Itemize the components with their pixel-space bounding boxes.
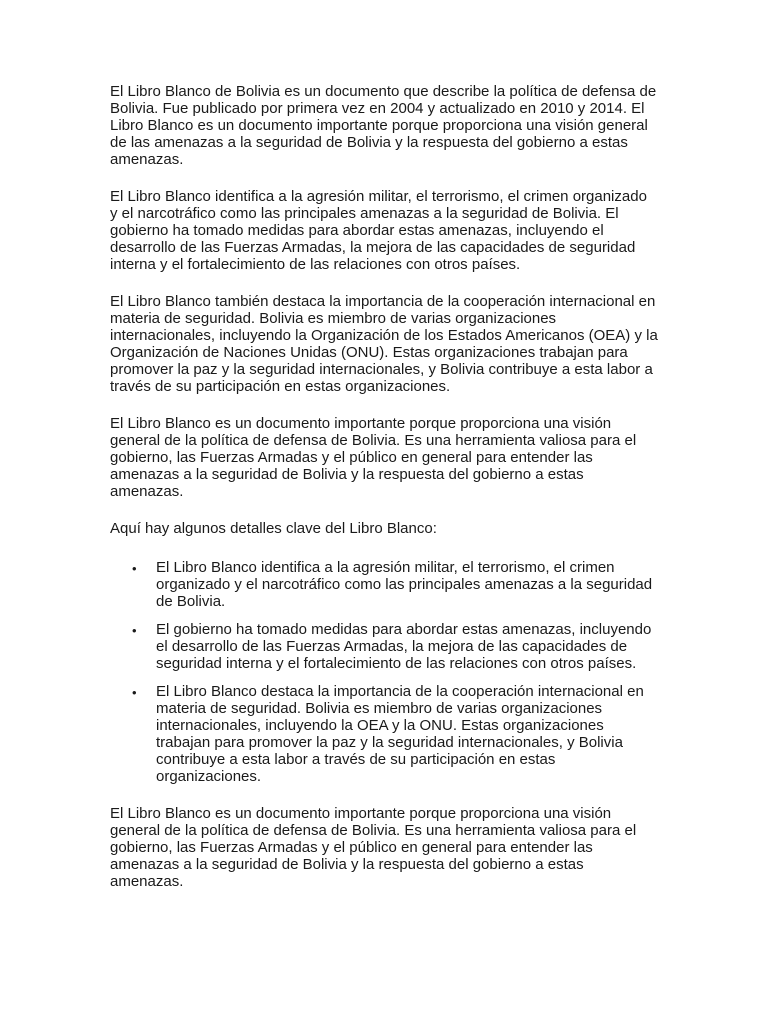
list-item-text: El Libro Blanco destaca la importancia de la cooperación internacional en materia de seguridad. Bolivia es miembro de varias organizaciones internacionales, incluyendo la OEA y la ONU. Estas organizaciones trabajan para promover la paz y la seguridad internacionales, y Bolivia contribuye a esta labor a través de su participación en estas organizaciones. <box>156 683 644 785</box>
key-details-list <box>110 559 658 785</box>
bullet-icon: • <box>132 561 137 576</box>
paragraph-closing: El Libro Blanco es un documento importante porque proporciona una visión general de la política de defensa de Bolivia. Es una herramienta valiosa para el gobierno, las Fuerzas Armadas y el público en general para entender las amenazas a la seguridad de Bolivia y la respuesta del gobierno a estas amenazas. <box>110 805 637 890</box>
list-item <box>110 683 658 785</box>
document-page <box>110 83 658 890</box>
paragraph-importance: El Libro Blanco es un documento importante porque proporciona una visión general de la política de defensa de Bolivia. Es una herramienta valiosa para el gobierno, las Fuerzas Armadas y el público en general para entender las amenazas a la seguridad de Bolivia y la respuesta del gobierno a estas amenazas. <box>110 415 637 500</box>
paragraph-threats: El Libro Blanco identifica a la agresión militar, el terrorismo, el crimen organizado y el narcotráfico como las principales amenazas a la seguridad de Bolivia. El gobierno ha tomado medidas para abordar estas amenazas, incluyendo el desarrollo de las Fuerzas Armadas, la mejora de las capacidades de seguridad interna y el fortalecimiento de las relaciones con otros países. <box>110 188 647 273</box>
list-intro: Aquí hay algunos detalles clave del Libro Blanco: <box>110 520 437 537</box>
bullet-icon: • <box>132 623 137 638</box>
list-item-text: El Libro Blanco identifica a la agresión militar, el terrorismo, el crimen organizado y el narcotráfico como las principales amenazas a la seguridad de Bolivia. <box>156 559 653 610</box>
bullet-icon: • <box>132 685 137 700</box>
paragraph-cooperation: El Libro Blanco también destaca la importancia de la cooperación internacional en materia de seguridad. Bolivia es miembro de varias organizaciones internacionales, incluyendo la Organización de los Estados Americanos (OEA) y la Organización de Naciones Unidas (ONU). Estas organizaciones trabajan para promover la paz y la seguridad internacionales, y Bolivia contribuye a esta labor a través de su participación en estas organizaciones. <box>110 293 658 395</box>
list-item <box>110 621 658 672</box>
list-item-text: El gobierno ha tomado medidas para abordar estas amenazas, incluyendo el desarrollo de las Fuerzas Armadas, la mejora de las capacidades de seguridad interna y el fortalecimiento de las relaciones con otros países. <box>156 621 652 672</box>
list-item <box>110 559 658 610</box>
paragraph-intro: El Libro Blanco de Bolivia es un documento que describe la política de defensa de Bolivia. Fue publicado por primera vez en 2004 y actualizado en 2010 y 2014. El Libro Blanco es un documento importante porque proporciona una visión general de las amenazas a la seguridad de Bolivia y la respuesta del gobierno a estas amenazas. <box>110 83 657 168</box>
